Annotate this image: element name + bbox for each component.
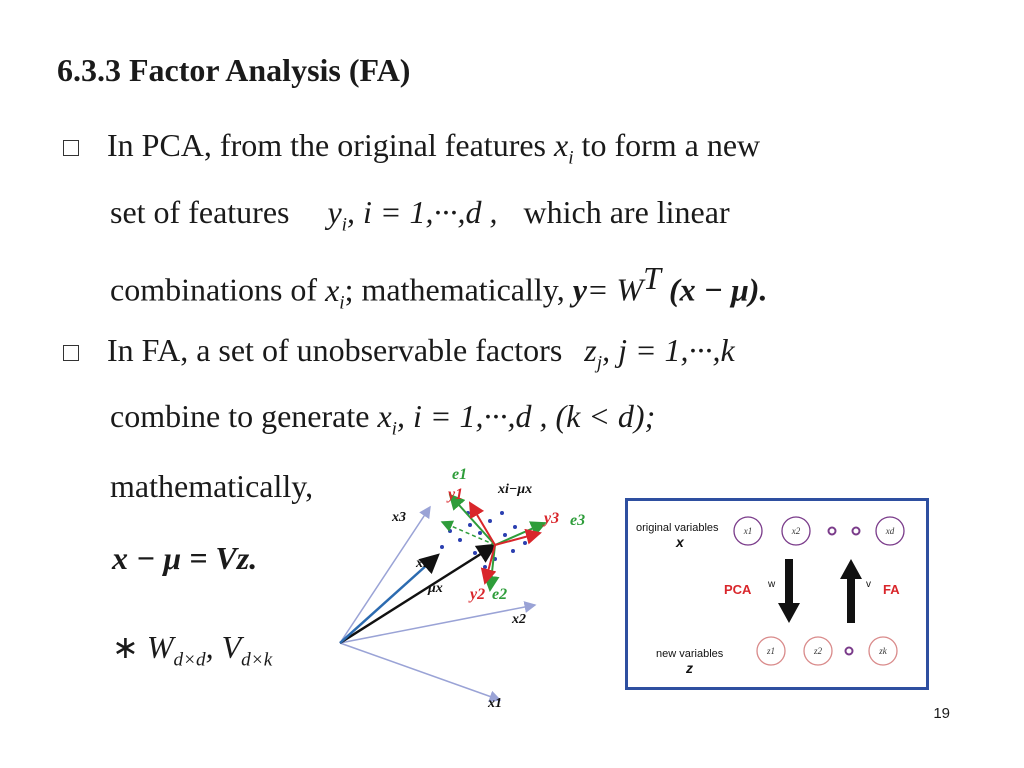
v-label: v	[866, 579, 871, 590]
node-xd-label: xd	[885, 526, 895, 536]
page-number: 19	[933, 705, 950, 722]
pca-line-1-text: In PCA, from the original features	[107, 127, 546, 163]
pca-eq-sup: T	[643, 260, 661, 296]
new-variables-label: new variables	[656, 648, 724, 660]
node-x2-label: x2	[791, 526, 801, 536]
bullet-square-icon	[63, 345, 79, 361]
label-xi: xi	[416, 556, 427, 571]
label-xi-mu: xi−μx	[498, 482, 533, 497]
math-range: , i = 1,···,d , (k < d);	[396, 398, 656, 434]
pca-line-2-end: which are linear	[523, 194, 730, 230]
fa-line-2-math	[377, 398, 656, 440]
pca-line-3-text: combinations of	[110, 271, 318, 308]
x-symbol: x	[676, 534, 684, 550]
pca-eq-lhs: y	[572, 271, 587, 308]
original-variables-label: original variables	[636, 522, 719, 534]
math-sub-i: i	[568, 147, 574, 169]
math-v: V	[221, 629, 242, 665]
math-sub-i: i	[391, 418, 397, 440]
ellipsis-dot	[829, 528, 836, 535]
pca-line-2	[110, 194, 730, 236]
pca-line-3-mid: ; mathematically,	[344, 271, 565, 308]
node-z2-label: z2	[813, 646, 823, 656]
fa-up-arrow	[840, 559, 862, 623]
fa-line-1	[107, 332, 735, 374]
ellipsis-dot	[846, 648, 853, 655]
math-x: x	[325, 271, 340, 308]
math-sub-j: j	[596, 352, 603, 374]
pca-fa-panel	[625, 498, 929, 690]
math-y: y	[327, 194, 342, 230]
comma: ,	[205, 629, 214, 665]
pca-line-2-math	[327, 194, 498, 236]
pca-label: PCA	[724, 582, 752, 597]
math-range: , i = 1,···,d ,	[347, 194, 498, 230]
fa-label: FA	[883, 582, 900, 597]
vector-diagram	[330, 455, 610, 725]
pca-eq-mid: = W	[586, 271, 644, 308]
math-x: x	[377, 398, 392, 434]
bullet-square-icon	[63, 140, 79, 156]
math-range: , j = 1,···,k	[602, 332, 735, 368]
math-x: x	[554, 127, 569, 163]
slide-title: 6.3.3 Factor Analysis (FA)	[57, 52, 411, 88]
pca-line-1-math	[554, 127, 574, 169]
math-sub-dxd: d×d	[173, 649, 206, 671]
math-sub-i: i	[341, 214, 348, 236]
pca-down-arrow	[778, 559, 800, 623]
pca-eq-rhs: (x − μ).	[668, 271, 768, 308]
label-y1: y1	[448, 486, 464, 503]
pca-line-3-math	[325, 271, 345, 314]
node-x1-label: x1	[743, 526, 753, 536]
axis-x1	[340, 643, 500, 700]
pca-line-1-end: to form a new	[581, 127, 761, 163]
math-z: z	[584, 332, 597, 368]
node-zk-label: zk	[879, 646, 887, 656]
label-y3: y3	[544, 510, 560, 527]
fa-dimensions	[112, 628, 272, 671]
label-y2: y2	[470, 586, 486, 603]
axis-y1	[470, 503, 495, 545]
pca-line-3	[110, 260, 767, 314]
label-x1: x1	[488, 696, 502, 711]
label-mux: μx	[428, 581, 443, 596]
z-symbol: z	[686, 660, 693, 676]
label-x2: x2	[512, 612, 526, 627]
pca-line-2-text: set of features	[110, 194, 290, 230]
ellipsis-dot	[853, 528, 860, 535]
pca-line-1	[107, 127, 760, 169]
label-x3: x3	[392, 510, 406, 525]
fa-line-3: mathematically,	[110, 468, 314, 504]
math-w: W	[146, 629, 174, 665]
star-symbol: ∗	[112, 629, 139, 665]
pca-fa-diagram	[628, 501, 926, 687]
label-e1: e1	[452, 466, 468, 483]
math-sub-i: i	[339, 292, 345, 314]
node-z1-label: z1	[766, 646, 776, 656]
fa-equation: x − μ = Vz.	[112, 540, 258, 576]
fa-line-1-text: In FA, a set of unobservable factors	[107, 332, 563, 368]
fa-line-2-text: combine to generate	[110, 398, 370, 434]
fa-line-1-math	[584, 332, 735, 374]
label-e2: e2	[492, 586, 508, 603]
w-label: w	[768, 579, 776, 590]
label-e3: e3	[570, 512, 586, 529]
fa-line-2	[110, 398, 655, 440]
math-sub-dxk: d×k	[241, 649, 273, 671]
